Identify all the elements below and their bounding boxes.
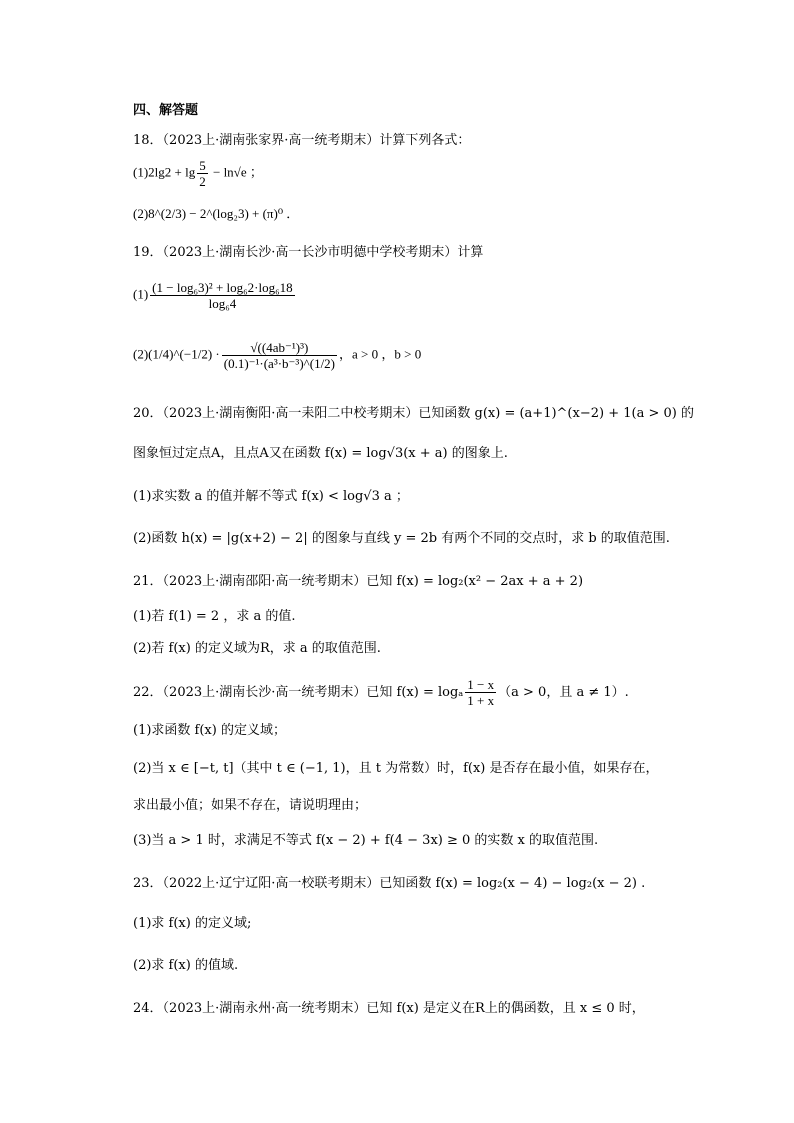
question-23-part-1: (1)求 f(x) 的定义域; <box>133 916 252 931</box>
q19-p1-den: log₆4 <box>208 296 237 311</box>
question-20-part-1: (1)求实数 a 的值并解不等式 f(x) < log√3 a ； <box>133 489 409 504</box>
q18-p2-expr: 8^(2/3) − 2^(log₂3) + (π)⁰ ． <box>148 206 300 221</box>
q19-p2-left: (1/4)^(−1/2) · <box>148 346 220 362</box>
question-21-part-2: (2)若 f(x) 的定义域为R，求 a 的取值范围. <box>133 641 381 656</box>
q18-p1-expr-b: − ln√e ； <box>209 164 263 180</box>
section-title: 四、解答题 <box>133 103 199 118</box>
q19-p1-num: (1 − log₆3)² + log₆2·log₆18 <box>152 280 293 295</box>
q22-stem-b: （a > 0，且 a ≠ 1）. <box>498 685 629 700</box>
question-18-part-2 <box>133 205 299 223</box>
question-22-part-3: (3)当 a > 1 时，求满足不等式 f(x − 2) + f(4 − 3x) ≥ 0 的实数 x 的取值范围. <box>133 833 599 848</box>
question-21-stem: 21．（2023上·湖南邵阳·高一统考期末）已知 f(x) = log₂(x² − 2ax + a + 2) <box>133 574 584 589</box>
question-23-stem: 23．（2022上·辽宁辽阳·高一校联考期末）已知函数 f(x) = log₂(x − 4) − log₂(x − 2) . <box>133 876 646 891</box>
q22-stem-a: 22．（2023上·湖南长沙·高一统考期末）已知 f(x) = logₐ <box>133 685 464 700</box>
q18-p2-label: (2) <box>133 206 149 221</box>
q22-stem-fraction <box>465 677 496 708</box>
question-22-part-1: (1)求函数 f(x) 的定义域； <box>133 723 286 738</box>
q18-p1-fraction <box>197 158 208 189</box>
q18-p1-label: (1) <box>133 164 149 180</box>
question-19-part-1 <box>133 280 297 311</box>
q19-p2-fraction <box>222 340 337 371</box>
q19-p1-label: (1) <box>133 286 149 302</box>
question-22-part-2a: (2)当 x ∈ [−t, t]（其中 t ∈ (−1, 1)，且 t 为常数）时，f(x) 是否存在最小值，如果存在， <box>133 761 659 776</box>
question-20-line-1: 20．（2023上·湖南衡阳·高一耒阳二中校考期末）已知函数 g(x) = (a+1)^(x−2) + 1(a > 0) 的 <box>133 406 694 421</box>
q19-p2-label: (2) <box>133 346 149 362</box>
question-19-part-2 <box>133 340 421 371</box>
q19-p2-num: √((4ab⁻¹)³) <box>222 340 337 356</box>
question-18-part-1 <box>133 158 263 189</box>
question-22-stem <box>133 677 629 708</box>
question-19-stem: 19．（2023上·湖南长沙·高一长沙市明德中学校考期末）计算 <box>133 245 484 260</box>
question-21-part-1: (1)若 f(1) = 2 ，求 a 的值. <box>133 609 296 624</box>
question-20-line-2: 图象恒过定点A，且点A又在函数 f(x) = log√3(x + a) 的图象上. <box>133 446 508 461</box>
q22-stem-num: 1 − x <box>467 677 495 692</box>
question-18-stem: 18．（2023上·湖南张家界·高一统考期末）计算下列各式： <box>133 133 471 148</box>
q18-p1-expr-a: 2lg2 + lg <box>148 164 196 180</box>
question-24-stem: 24．（2023上·湖南永州·高一统考期末）已知 f(x) 是定义在R上的偶函数，且 x ≤ 0 时， <box>133 1001 645 1016</box>
q18-p1-num: 5 <box>199 158 206 173</box>
q19-p2-den: (0.1)⁻¹·(a³·b⁻³)^(1/2) <box>223 356 336 371</box>
q22-stem-den: 1 + x <box>467 693 495 708</box>
question-22-part-2b: 求出最小值；如果不存在，请说明理由； <box>133 798 368 813</box>
question-20-part-2: (2)函数 h(x) = |g(x+2) − 2| 的图象与直线 y = 2b 有两个不同的交点时，求 b 的取值范围. <box>133 531 670 546</box>
question-23-part-2: (2)求 f(x) 的值域. <box>133 958 239 973</box>
q19-p1-fraction <box>150 280 294 311</box>
q19-p2-cond: ，a > 0 ，b > 0 <box>339 346 422 362</box>
q18-p1-den: 2 <box>199 174 206 189</box>
